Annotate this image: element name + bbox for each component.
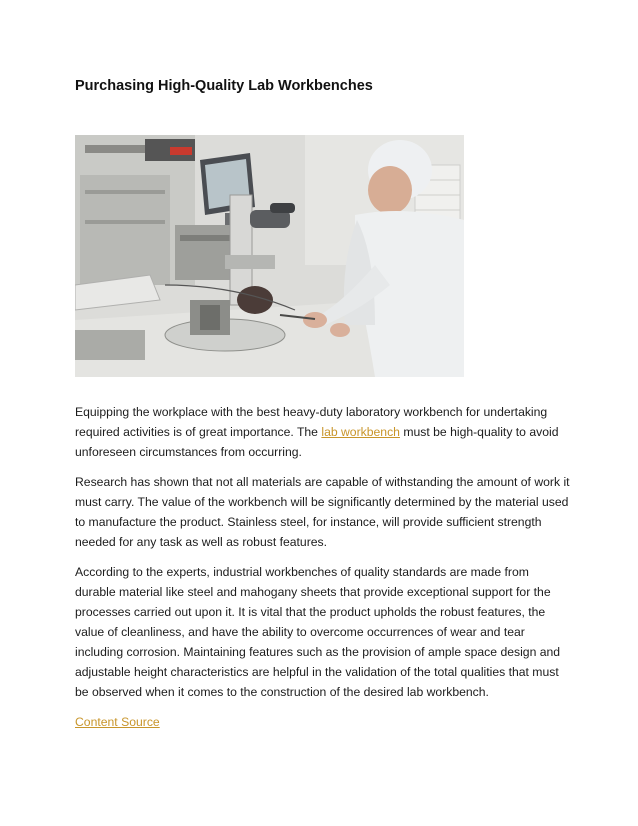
paragraph-1-text-after: must be high-quality to avoid unforeseen circumstances from occurring.	[75, 425, 559, 459]
lab-workbench-link[interactable]: lab workbench	[321, 425, 400, 439]
content-source-line	[75, 712, 571, 732]
paragraph-1-text-before: Equipping the workplace with the best heavy-duty laboratory workbench for undertaking required activities is of great importance. The	[75, 405, 548, 439]
paragraph-1	[75, 402, 571, 462]
page-title: Purchasing High-Quality Lab Workbenches	[75, 78, 373, 94]
paragraph-3: According to the experts, industrial workbenches of quality standards are made from durable material like steel and mahogany sheets that provide exceptional support for the processes carried out upon it. It is vital that the product upholds the robust features, the value of cleanliness, and have the ability to overcome occurrences of wear and tear including corrosion. Maintaining features such as the provision of ample space design and adjustable height characteristics are helpful in the validation of the total qualities that must be observed when it comes to the construction of the desired lab workbench.	[75, 565, 561, 699]
lab-workbench-photo	[75, 135, 464, 377]
paragraph-2: Research has shown that not all materials are capable of withstanding the amount of work it must carry. The value of the workbench will be significantly determined by the material used to manufacture the product. Stainless steel, for instance, will provide sufficient strength needed for any task as well as robust features.	[75, 475, 570, 549]
content-source-link[interactable]: Content Source	[75, 715, 160, 729]
article-body	[75, 402, 571, 742]
